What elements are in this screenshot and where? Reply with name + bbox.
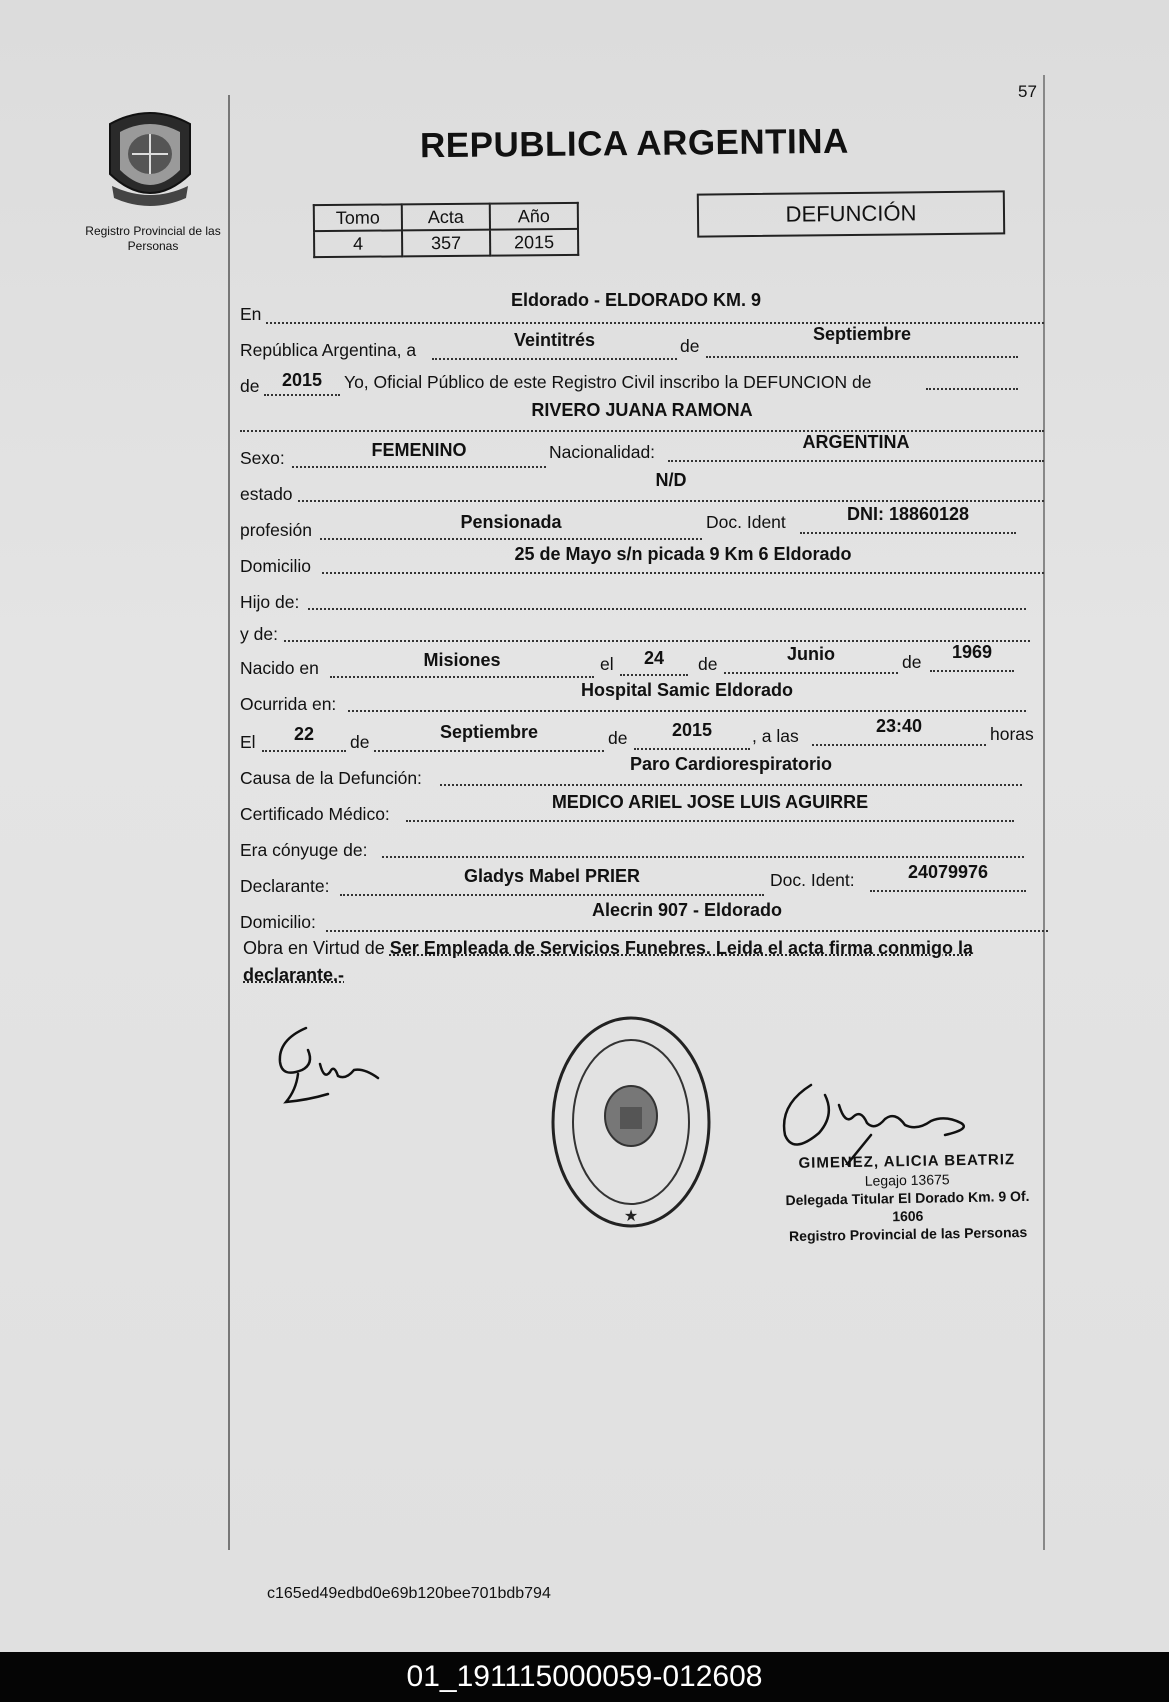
hijo-label: Hijo de: — [240, 592, 300, 612]
official-name: GIMENEZ, ALICIA BEATRIZ — [798, 1151, 1016, 1172]
row-domicilio-declarante — [0, 900, 1169, 938]
death-month: Septiembre — [439, 722, 539, 742]
republica-label: República Argentina, a — [240, 340, 417, 360]
place-value: Eldorado - ELDORADO KM. 9 — [510, 290, 761, 310]
domicilio2-label: Domicilio: — [240, 912, 316, 932]
row-republica — [0, 324, 1169, 366]
official-legajo: Legajo 13675 — [864, 1171, 950, 1189]
month-value: Septiembre — [812, 324, 912, 344]
el-cap-label: El — [240, 732, 256, 752]
birth-year: 1969 — [951, 642, 993, 662]
header-tomo: Tomo — [314, 204, 402, 231]
causa-value: Paro Cardiorespiratorio — [629, 754, 833, 774]
province-seal-icon — [100, 104, 200, 214]
year-value: 2015 — [281, 370, 323, 390]
obra-paragraph — [243, 935, 1048, 989]
svg-text:★: ★ — [623, 1208, 639, 1225]
horas-label: horas — [990, 724, 1034, 744]
estado-value: N/D — [655, 470, 687, 490]
y-de-label: y de: — [240, 624, 278, 644]
dotted-line — [382, 840, 1024, 858]
declarant-signature-icon — [268, 1020, 388, 1110]
footer-id-bar: 01_191115000059-012608 — [0, 1652, 1169, 1702]
row-ocurrida — [0, 680, 1169, 720]
de-label: de — [680, 336, 700, 356]
nacido-label: Nacido en — [240, 658, 319, 678]
domicilio-label: Domicilio — [240, 556, 311, 576]
official-registry: Registro Provincial de las Personas — [788, 1223, 1028, 1245]
row-profesion — [0, 504, 1169, 546]
certificado-value: MEDICO ARIEL JOSE LUIS AGUIRRE — [551, 792, 869, 812]
ocurrida-value: Hospital Samic Eldorado — [580, 680, 794, 700]
header-ano: Año — [490, 203, 578, 230]
causa-label: Causa de la Defunción: — [240, 768, 422, 788]
value-acta: 357 — [402, 230, 490, 257]
en-label: En — [240, 304, 262, 324]
domicilio-value: 25 de Mayo s/n picada 9 Km 6 Eldorado — [514, 544, 852, 564]
row-hijo — [0, 588, 1169, 618]
deceased-name: RIVERO JUANA RAMONA — [531, 400, 753, 420]
nacido-value: Misiones — [423, 650, 501, 670]
nacionalidad-label: Nacionalidad: — [549, 442, 656, 462]
a-las-label: , a las — [752, 726, 799, 746]
de-label: de — [350, 732, 370, 752]
dotted-line — [926, 372, 1018, 390]
profesion-value: Pensionada — [460, 512, 562, 532]
official-block — [769, 1151, 1046, 1246]
row-declarante — [0, 862, 1169, 902]
value-ano: 2015 — [490, 229, 578, 256]
estado-label: estado — [240, 484, 293, 504]
obra-label: Obra en Virtud de — [243, 938, 385, 958]
birth-day: 24 — [643, 648, 665, 668]
de-label: de — [902, 652, 922, 672]
declarante-label: Declarante: — [240, 876, 330, 896]
dotted-line — [308, 592, 1026, 610]
death-year: 2015 — [671, 720, 713, 740]
doc-ident-label: Doc. Ident — [706, 512, 786, 532]
nacionalidad-value: ARGENTINA — [802, 432, 910, 452]
yo-text: Yo, Oficial Público de este Registro Civil inscribo la DEFUNCION de — [344, 372, 872, 392]
doc-ident-value: DNI: 18860128 — [846, 504, 970, 524]
obra-value: Ser Empleada de Servicios Funebres. Leida el acta firma conmigo la declarante.- — [243, 938, 973, 985]
official-role: Delegada Titular El Dorado Km. 9 Of. 1606 — [785, 1187, 1030, 1225]
sexo-value: FEMENINO — [371, 440, 467, 460]
doc2-label: Doc. Ident: — [770, 870, 855, 890]
value-tomo: 4 — [314, 230, 402, 257]
domicilio2-value: Alecrin 907 - Eldorado — [591, 900, 783, 920]
de-label: de — [240, 376, 260, 396]
row-certificado — [0, 792, 1169, 830]
record-table — [313, 202, 579, 258]
header-acta: Acta — [402, 204, 490, 231]
declarante-value: Gladys Mabel PRIER — [463, 866, 641, 886]
conyuge-label: Era cónyuge de: — [240, 840, 368, 860]
page-number: 57 — [1018, 82, 1037, 101]
registry-name: Registro Provincial de las Personas — [85, 224, 221, 253]
de-label: de — [698, 654, 718, 674]
record-type-box: DEFUNCIÓN — [697, 190, 1005, 237]
official-stamp-icon — [546, 1011, 716, 1233]
de-label: de — [608, 728, 628, 748]
day-value: Veintitrés — [513, 330, 596, 350]
row-name — [0, 400, 1169, 434]
certificado-label: Certificado Médico: — [240, 804, 390, 824]
row-year — [0, 372, 1169, 402]
death-time: 23:40 — [875, 716, 923, 736]
dotted-line — [284, 624, 1030, 642]
profesion-label: profesión — [240, 520, 312, 540]
document-title: REPUBLICA ARGENTINA — [419, 121, 850, 166]
ocurrida-label: Ocurrida en: — [240, 694, 337, 714]
sexo-label: Sexo: — [240, 448, 285, 468]
row-domicilio — [0, 544, 1169, 582]
document-hash: c165ed49edbd0e69b120bee701bdb794 — [267, 1585, 551, 1602]
el-label: el — [600, 654, 614, 674]
birth-month: Junio — [787, 644, 835, 664]
row-causa — [0, 754, 1169, 794]
death-day: 22 — [293, 724, 315, 744]
doc2-value: 24079976 — [907, 862, 989, 882]
